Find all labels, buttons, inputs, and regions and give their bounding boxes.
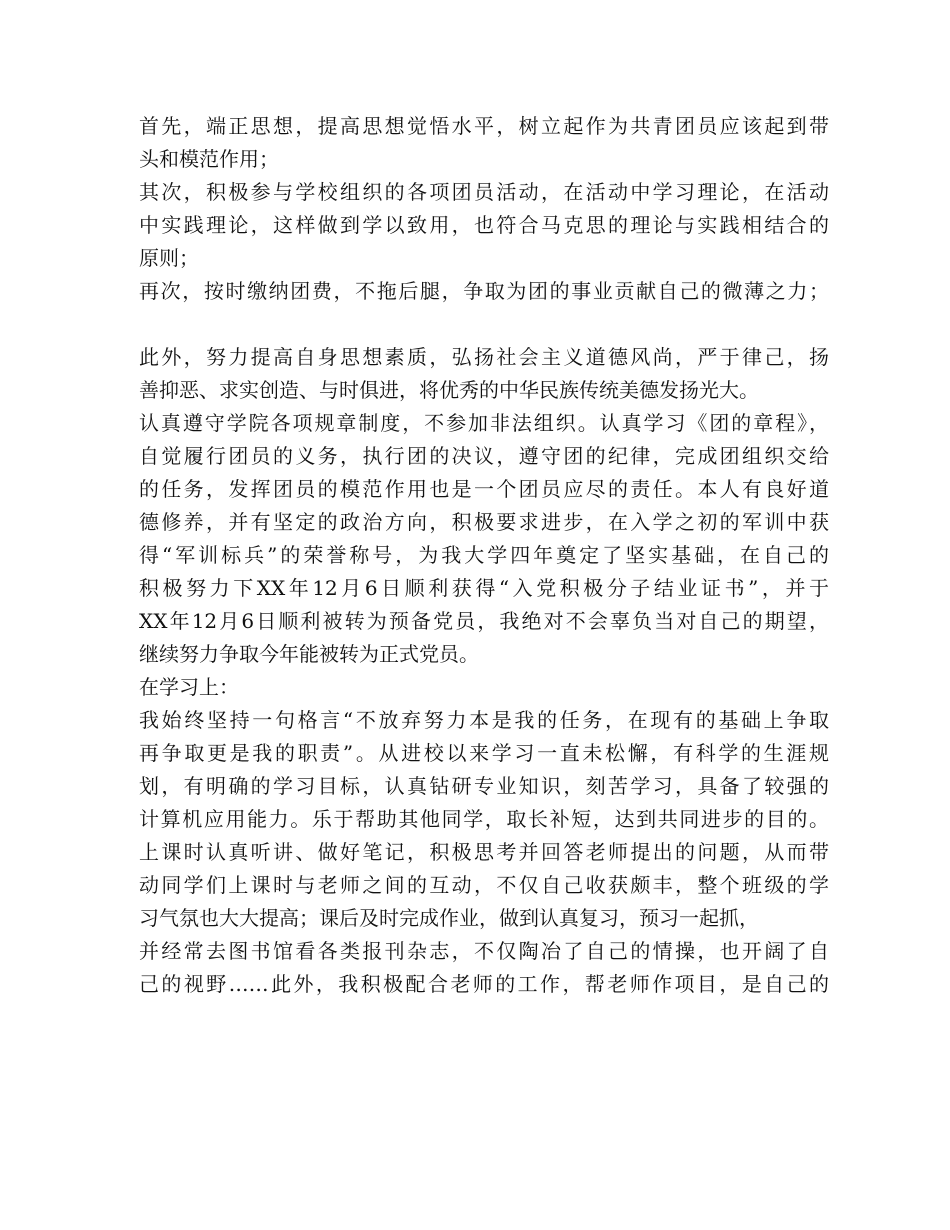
text-line: 我始终坚持一句格言“不放弃努力本是我的任务，在现有的基础上争取 (139, 708, 829, 732)
text-line: 再次，按时缴纳团费，不拖后腿，争取为团的事业贡献自己的微薄之力； (139, 279, 829, 303)
text-line: 认真遵守学院各项规章制度，不参加非法组织。认真学习《团的章程》， (139, 411, 829, 435)
text-line: 其次，积极参与学校组织的各项团员活动，在活动中学习理论，在活动 (139, 180, 829, 204)
text-line: 己的视野……此外，我积极配合老师的工作，帮老师作项目，是自己的 (139, 972, 829, 996)
text-line: 自觉履行团员的义务，执行团的决议，遵守团的纪律，完成团组织交给 (139, 444, 829, 468)
text-line: 的任务，发挥团员的模范作用也是一个团员应尽的责任。本人有良好道 (139, 477, 829, 501)
text-line: 首先，端正思想，提高思想觉悟水平，树立起作为共青团员应该起到带 (139, 114, 829, 138)
text-line: 习气氛也大大提高；课后及时完成作业，做到认真复习，预习一起抓， (139, 906, 759, 930)
text-line: 积极努力下XX年12月6日顺利获得“入党积极分子结业证书”，并于 (139, 576, 829, 600)
blank-line (139, 308, 829, 341)
document-body (139, 110, 829, 1001)
text-line: XX年12月6日顺利被转为预备党员，我绝对不会辜负当对自己的期望， (139, 609, 829, 633)
text-line: 善抑恶、求实创造、与时俱进，将优秀的中华民族传统美德发扬光大。 (139, 378, 759, 402)
text-line: 原则； (139, 246, 199, 270)
text-line: 上课时认真听讲、做好笔记，积极思考并回答老师提出的问题，从而带 (139, 840, 829, 864)
text-line: 动同学们上课时与老师之间的互动，不仅自己收获颇丰，整个班级的学 (139, 873, 829, 897)
text-line: 并经常去图书馆看各类报刊杂志，不仅陶冶了自己的情操，也开阔了自 (139, 939, 829, 963)
text-line: 划，有明确的学习目标，认真钻研专业知识，刻苦学习，具备了较强的 (139, 774, 829, 798)
text-line: 德修养，并有坚定的政治方向，积极要求进步，在入学之初的军训中获 (139, 510, 829, 534)
text-line: 再争取更是我的职责”。从进校以来学习一直未松懈，有科学的生涯规 (139, 741, 829, 765)
text-line: 此外，努力提高自身思想素质，弘扬社会主义道德风尚，严于律己，扬 (139, 345, 829, 369)
section-heading: 在学习上： (139, 675, 239, 699)
text-line: 得“军训标兵”的荣誉称号，为我大学四年奠定了坚实基础，在自己的 (139, 543, 829, 567)
text-line: 继续努力争取今年能被转为正式党员。 (139, 642, 479, 666)
text-line: 中实践理论，这样做到学以致用，也符合马克思的理论与实践相结合的 (139, 213, 829, 237)
text-line: 头和模范作用； (139, 147, 279, 171)
text-line: 计算机应用能力。乐于帮助其他同学，取长补短，达到共同进步的目的。 (139, 807, 829, 831)
